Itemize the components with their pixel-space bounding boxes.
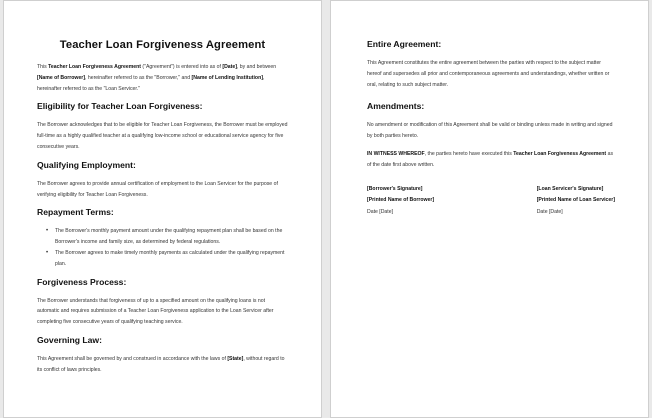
- borrower-name-placeholder: [Name of Borrower]: [37, 74, 85, 81]
- governing-law-heading: Governing Law:: [37, 334, 102, 345]
- list-item: • The Borrower's monthly payment amount under the qualifying repayment plan shall be based on the Borrower's income and family size, as determined by federal regulations.: [47, 226, 288, 248]
- governing-law-paragraph: This Agreement shall be governed by and construed in accordance with the laws of [State], without regard to its conflict of laws principles.: [37, 355, 285, 373]
- agreement-name: Teacher Loan Forgiveness Agreement: [48, 64, 141, 70]
- document-page-2: [330, 0, 649, 418]
- eligibility-paragraph: The Borrower acknowledges that to be eligible for Teacher Loan Forgiveness, the Borrower must be employed full-time as a highly qualified teacher at a qualifying low-income school or educational service agency for five consecutive years.: [37, 122, 288, 150]
- forgiveness-process-heading: Forgiveness Process:: [37, 276, 127, 287]
- signature-block: [367, 184, 615, 219]
- lender-name-placeholder: [Name of Lending Institution]: [191, 74, 263, 81]
- servicer-signature-line: [Loan Servicer's Signature]: [536, 185, 604, 192]
- repayment-terms-list: [47, 226, 288, 269]
- entire-agreement-heading: Entire Agreement:: [367, 39, 442, 49]
- forgiveness-process-paragraph: The Borrower understands that forgiveness of up to a specified amount on the qualifying loans is not automatic and requires submission of a Teacher Loan Forgiveness application to the Loan Servicer after completing five consecutive years of qualifying teaching service.: [37, 297, 274, 326]
- borrower-printed-name: [Printed Name of Borrower]: [367, 197, 435, 204]
- borrower-date: Date [Date]: [367, 208, 394, 215]
- date-placeholder: [Date]: [222, 64, 237, 70]
- qualifying-employment-paragraph: The Borrower agrees to provide annual certification of employment to the Loan Servicer for the purpose of verifying eligibility for Teacher Loan Forgiveness.: [37, 180, 278, 198]
- state-placeholder: [State]: [227, 355, 244, 362]
- entire-agreement-paragraph: This Agreement constitutes the entire agreement between the parties with respect to the subject matter hereof and supersedes all prior and contemporaneous agreements and understandings, whether written or oral, relating to such subject matter.: [367, 60, 610, 88]
- amendments-heading: Amendments:: [367, 101, 425, 112]
- document-title: Teacher Loan Forgiveness Agreement: [59, 39, 266, 51]
- servicer-printed-name: [Printed Name of Loan Servicer]: [536, 197, 615, 204]
- eligibility-heading: Eligibility for Teacher Loan Forgiveness:: [37, 101, 203, 112]
- qualifying-employment-heading: Qualifying Employment:: [37, 159, 136, 170]
- servicer-date: Date [Date]: [536, 208, 563, 215]
- witness-paragraph: IN WITNESS WHEREOF, the parties hereto have executed this Teacher Loan Forgiveness Agreement as of the date first above written.: [367, 150, 614, 168]
- list-item: • The Borrower agrees to make timely monthly payments as calculated under the qualifying repayment plan.: [47, 248, 288, 270]
- intro-paragraph: This Teacher Loan Forgiveness Agreement ("Agreement") is entered into as of [Date], by and between [Name of Borrower], hereinafter referred to as the "Borrower," and [Name of Lending Institution], hereinafter referred to as the "Loan Servicer.": [37, 64, 277, 92]
- amendments-paragraph: No amendment or modification of this Agreement shall be valid or binding unless made in writing and signed by both parties hereto.: [367, 122, 613, 140]
- repayment-terms-heading: Repayment Terms:: [37, 207, 114, 218]
- document-page-1: [3, 0, 322, 418]
- borrower-signature-line: [Borrower's Signature]: [367, 185, 423, 192]
